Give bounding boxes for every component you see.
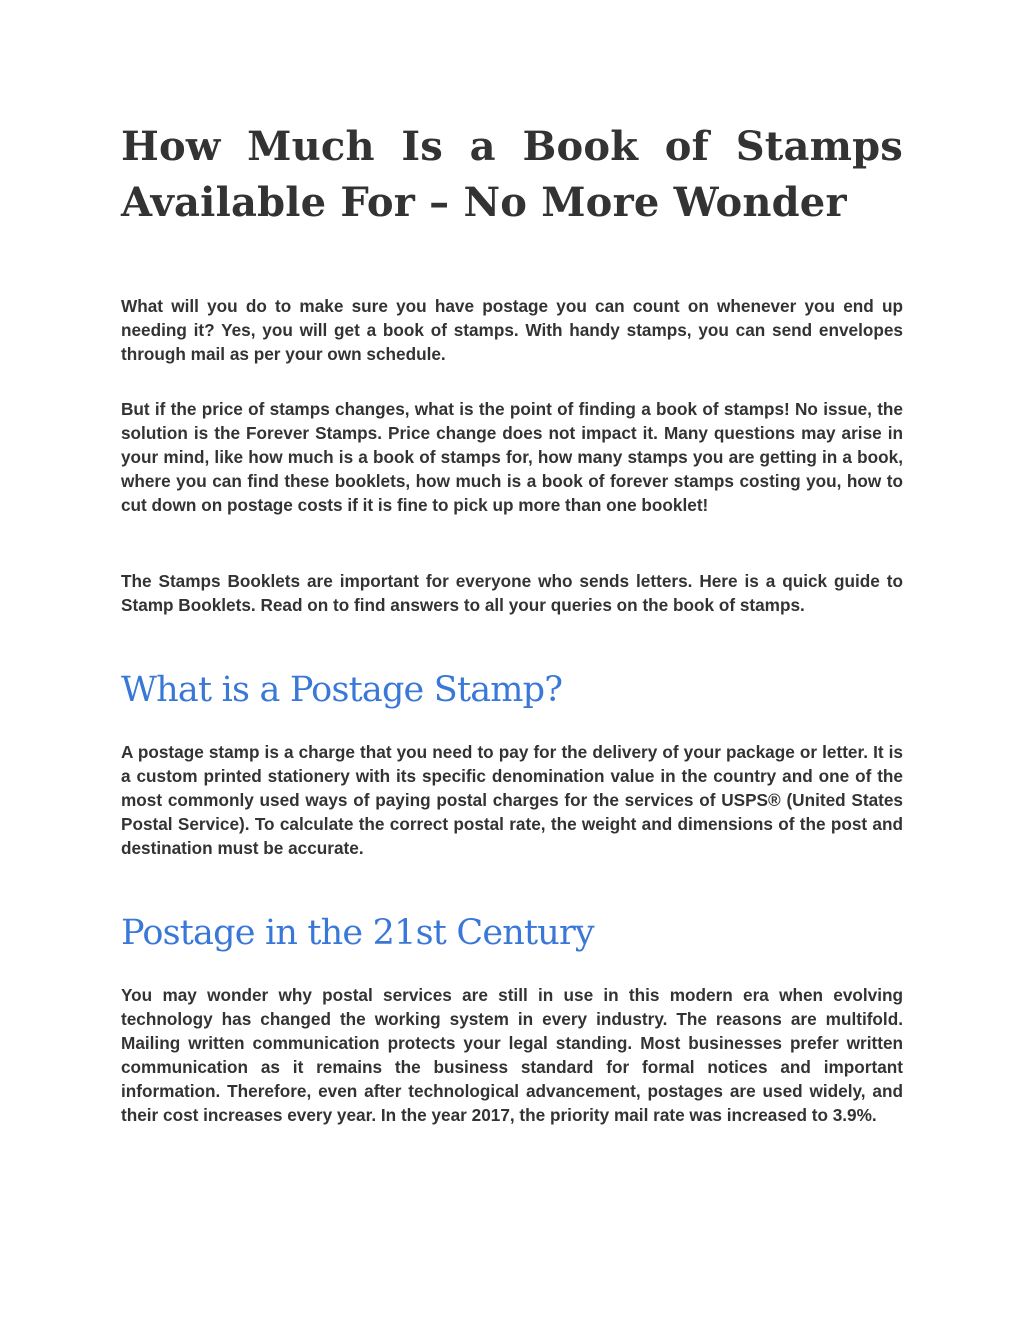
intro-paragraph-3: The Stamps Booklets are important for everyone who sends letters. Here is a quick guide to Stamp Booklets. Read on to find answers to all your queries on the book of stamps. xyxy=(121,571,903,615)
section-heading-postage-stamp: What is a Postage Stamp? xyxy=(121,670,563,710)
section-paragraph-21st-century: You may wonder why postal services are still in use in this modern era when evolving technology has changed the working system in every industry. The reasons are multifold. Mailing written communication protects your legal standing. Most businesses prefer written communication as it remains the business standard for formal notices and important information. Therefore, even after technological advancement, postages are used widely, and their cost increases every year. In the year 2017, the priority mail rate was increased to 3.9%. xyxy=(121,985,903,1125)
section-heading-21st-century: Postage in the 21st Century xyxy=(121,913,594,953)
page-title: How Much Is a Book of Stamps Available For – No More Wonder xyxy=(121,123,903,226)
intro-paragraph-2: But if the price of stamps changes, what is the point of finding a book of stamps! No issue, the solution is the Forever Stamps. Price change does not impact it. Many questions may arise in your mind, like how much is a book of stamps for, how many stamps you are getting in a book, where you can find these booklets, how much is a book of forever stamps costing you, how to cut down on postage costs if it is fine to pick up more than one booklet! xyxy=(121,399,903,515)
intro-paragraph-1: What will you do to make sure you have postage you can count on whenever you end up needing it? Yes, you will get a book of stamps. With handy stamps, you can send envelopes through mail as per your own schedule. xyxy=(121,296,903,364)
section-paragraph-postage-stamp: A postage stamp is a charge that you need to pay for the delivery of your package or letter. It is a custom printed stationery with its specific denomination value in the country and one of the most commonly used ways of paying postal charges for the services of USPS® (United States Postal Service). To calculate the correct postal rate, the weight and dimensions of the post and destination must be accurate. xyxy=(121,742,903,858)
